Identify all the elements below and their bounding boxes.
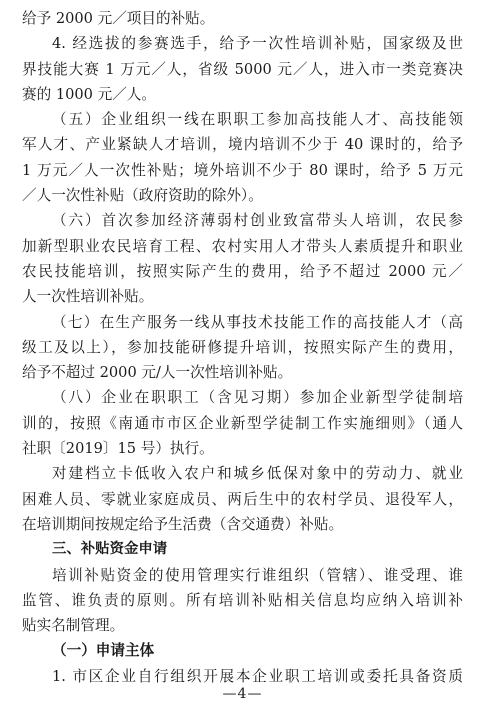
text-line: 加新型职业农民培育工程、农村实用人才带头人素质提升和职业 xyxy=(22,237,463,255)
text-line: 培训补贴资金的使用管理实行谁组织（管辖）、谁受理、谁 xyxy=(52,566,463,584)
text-line: 军人才、产业紧缺人才培训，境内培训不少于 40 课时的，给予 xyxy=(22,136,463,154)
document-body xyxy=(22,6,463,689)
text-line: 贴实名制管理。 xyxy=(22,617,125,635)
page-number: —4— xyxy=(222,686,263,702)
text-line: 监管、谁负责的原则。所有培训补贴相关信息均应纳入培训补 xyxy=(22,591,463,609)
text-line: 赛的 1000 元／人。 xyxy=(22,85,156,103)
text-line: 农民技能培训，按照实际产生的费用，给予不超过 2000 元／ xyxy=(22,262,463,280)
text-line: 4. 经选拔的参赛选手，给予一次性培训补贴，国家级及世 xyxy=(52,35,463,53)
text-line: （六）首次参加经济薄弱村创业致富带头人培训，农民参 xyxy=(52,212,463,230)
text-line: ／人一次性补贴（政府资助的除外）。 xyxy=(22,187,263,205)
text-line: 人一次性培训补贴。 xyxy=(22,288,154,306)
subsection-heading: （一）申请主体 xyxy=(52,642,155,660)
text-line: 对建档立卡低收入农户和城乡低保对象中的劳动力、就业 xyxy=(52,465,463,483)
text-line: 1 万元／人一次性补贴；境外培训不少于 80 课时，给予 5 万元 xyxy=(22,161,463,179)
text-line: 社职〔2019〕15 号）执行。 xyxy=(22,440,214,458)
text-line: （七）在生产服务一线从事技术技能工作的高技能人才（高 xyxy=(52,313,463,331)
text-line: 困难人员、零就业家庭成员、两后生中的农村学员、退役军人， xyxy=(22,490,463,508)
text-line: 界技能大赛 1 万元／人，省级 5000 元／人，进入市一类竞赛决 xyxy=(22,60,463,78)
text-line: （八）企业在职职工（含见习期）参加企业新型学徒制培 xyxy=(52,389,463,407)
text-line: 级工及以上），参加技能研修提升培训，按照实际产生的费用， xyxy=(22,338,463,356)
text-line: 在培训期间按规定给予生活费（含交通费）补贴。 xyxy=(22,515,344,533)
text-line: 给予 2000 元／项目的补贴。 xyxy=(22,10,215,27)
text-line: 给予不超过 2000 元/人一次性培训补贴。 xyxy=(22,364,293,382)
section-heading: 三、补贴资金申请 xyxy=(52,541,168,558)
text-line: （五）企业组织一线在职职工参加高技能人才、高技能领 xyxy=(52,111,463,129)
text-line: 1. 市区企业自行组织开展本企业职工培训或委托具备资质 xyxy=(52,667,463,685)
text-line: 训的，按照《南通市市区企业新型学徒制工作实施细则》（通人 xyxy=(22,414,463,432)
